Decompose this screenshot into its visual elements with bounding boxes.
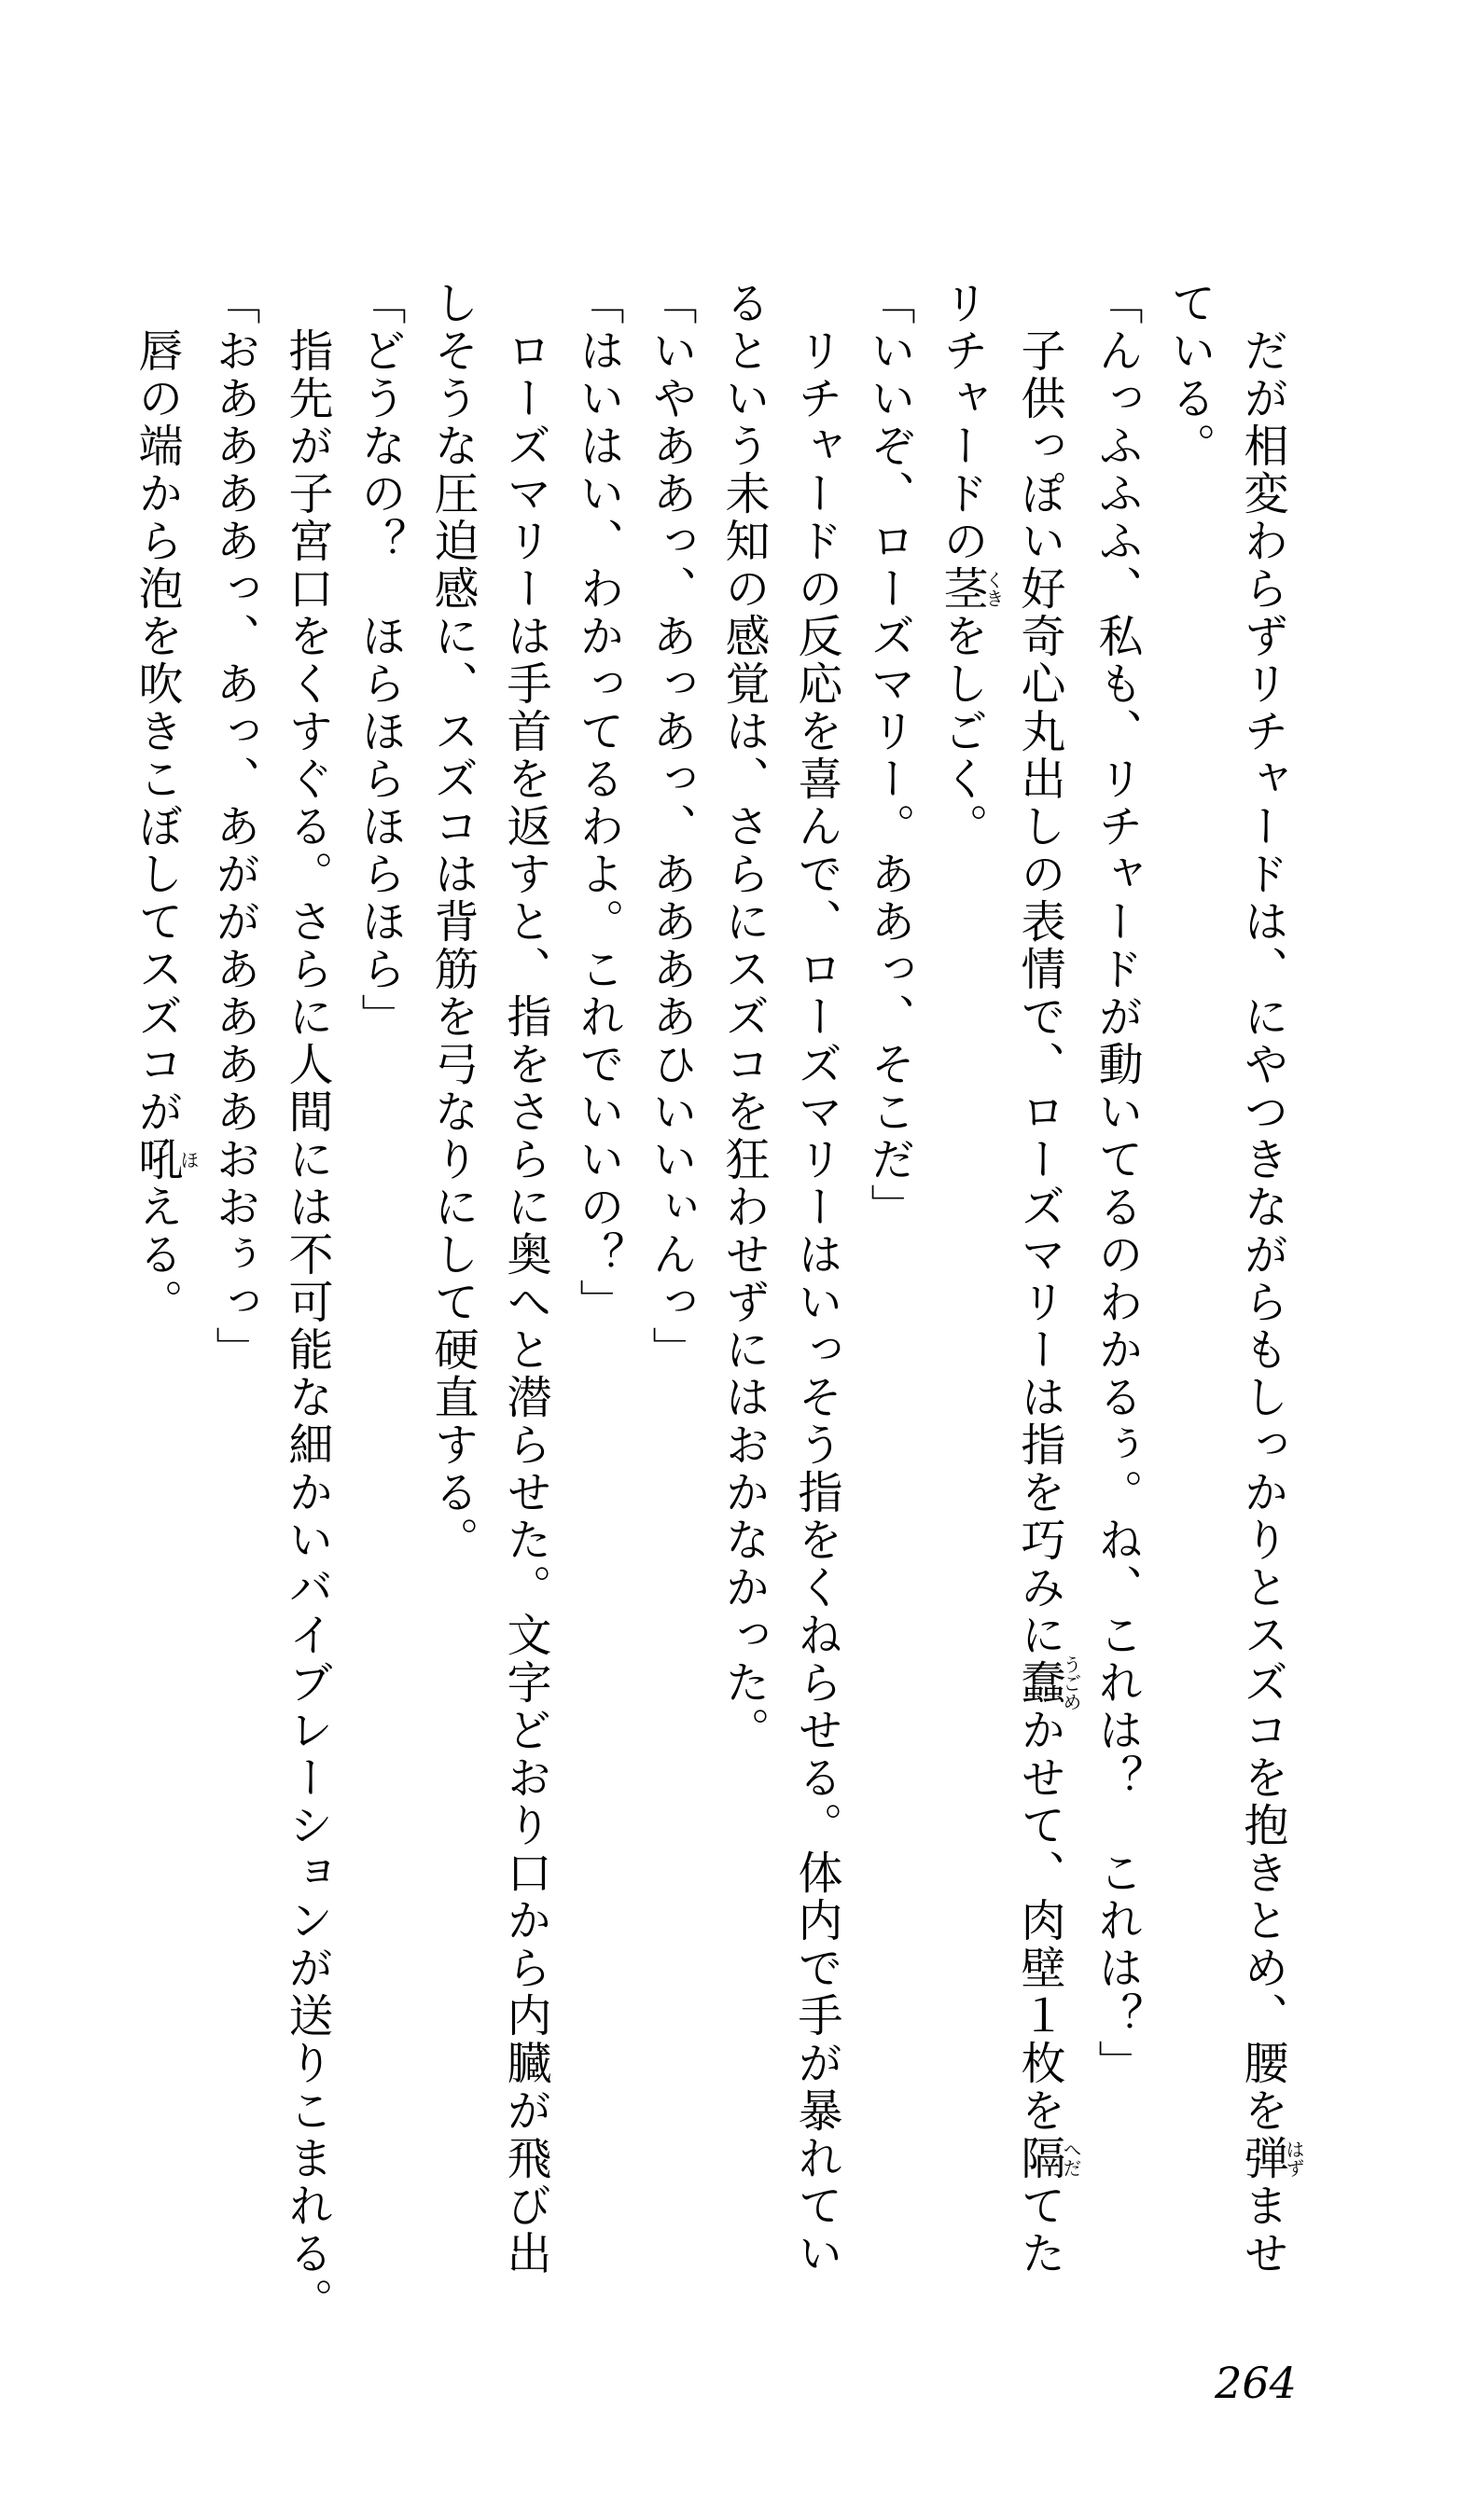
text-column-11: ローズマリーは手首を返すと、指をさらに奥へと潜らせた。文字どおり口から内臓が飛び出 bbox=[499, 327, 551, 2278]
page-number: 264 bbox=[1215, 2358, 1297, 2408]
text-column-9: 「いやああっ、あっあっ、ああああひいいぃんっ」 bbox=[645, 280, 697, 1374]
text-column-1: だが相変わらずリチャードは、にやつきながらもしっかりとスズコを抱きとめ、腰を弾はずませ bbox=[1236, 327, 1305, 2278]
text-column-7: リチャードの反応を喜んで、ローズマリーはいっそう指をくねらせる。体内で手が暴れてい bbox=[790, 327, 842, 2278]
text-column-10: 「はいはい、わかってるわよ。これでいいの？」 bbox=[572, 280, 624, 1326]
text-column-5: リチャードの茎くきをしごく。 bbox=[936, 280, 1005, 851]
text-column-12: しそうな圧迫感に、スズコは背筋を弓なりにして硬直する。 bbox=[426, 280, 479, 1564]
furigana-ruby: 弾はず bbox=[1236, 2135, 1305, 2182]
text-column-3: 「んっふふふ、私も、リチャードが動いてるのわかるぅ。ね、これは？ これは？」 bbox=[1091, 280, 1143, 2087]
vertical-text-block bbox=[131, 280, 1305, 2341]
text-column-6: 「いいぞ、ローズマリー。ああっ、そこだ」 bbox=[863, 280, 915, 1231]
furigana-ruby: 吼ほ bbox=[131, 1136, 200, 1184]
text-column-13: 「どうなの？ ほらほらほらほら」 bbox=[354, 280, 406, 1041]
text-column-4: 子供っぽい好奇心丸出しの表情で、ローズマリーは指を巧みに蠢うごめかせて、肉壁１枚を隔へだてた bbox=[1013, 327, 1082, 2278]
furigana-ruby: 蠢うごめ bbox=[1013, 1655, 1082, 1711]
text-column-14: 指先が子宮口をくすぐる。さらに人間には不可能な細かいバイブレーションが送りこまれる。 bbox=[281, 327, 333, 2325]
furigana-ruby: 隔へだ bbox=[1013, 2135, 1082, 2182]
furigana-ruby: 茎くき bbox=[936, 565, 1005, 613]
text-column-8: るという未知の感覚は、さらにスズコを狂わせずにはおかなかった。 bbox=[717, 280, 770, 1754]
text-column-16: 唇の端から泡を吹きこぼしてスズコが吼ほえる。 bbox=[131, 327, 200, 1326]
text-column-2: ている。 bbox=[1163, 280, 1216, 470]
text-column-15: 「おああああっ、あっ、あががああああおおぅっ」 bbox=[208, 280, 260, 1374]
